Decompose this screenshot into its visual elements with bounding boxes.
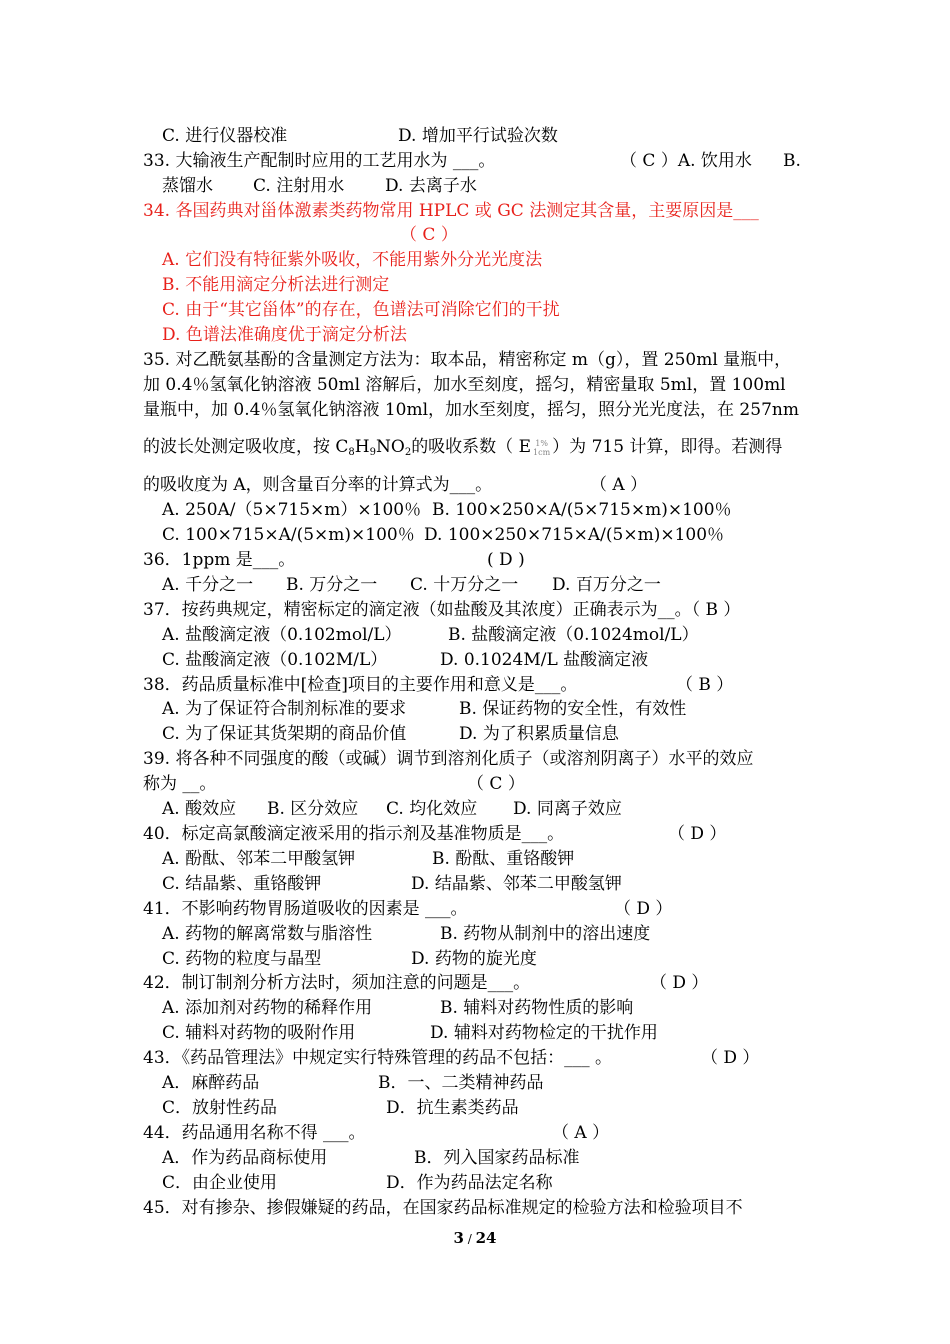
line-segment: 40．标定高氯酸滴定液采用的指示剂及基准物质是___。: [143, 824, 565, 844]
line-segment: A. 盐酸滴定液（0.102mol/L）: [162, 625, 402, 645]
line-segment: B. 盐酸滴定液（0.1024mol/L）: [448, 625, 699, 645]
line-segment: 加 0.4％氢氧化钠溶液 50ml 溶解后，加水至刻度，摇匀，精密量取 5ml，置 100ml: [143, 375, 786, 395]
line-segment: D．作为药品法定名称: [386, 1173, 553, 1193]
line-segment: C．放射性药品: [162, 1098, 278, 1118]
line-segment: 量瓶中，加 0.4％氢氧化钠溶液 10ml，加水至刻度，摇匀，照分光光度法，在 257nm: [143, 400, 799, 420]
formula-sub-o: 2: [404, 447, 412, 458]
formula-suffix: ）为 715 计算，即得。若测得: [552, 437, 783, 457]
formula-no: NO: [376, 437, 405, 457]
line-segment: B. 保证药物的安全性，有效性: [459, 699, 687, 719]
line-segment: 41．不影响药物胃肠道吸收的因素是 ___。: [143, 899, 468, 919]
line-segment: A. 250A/（5×715×m）×100％: [162, 500, 422, 520]
line-segment: C. 为了保证其货架期的商品价值: [162, 724, 407, 744]
line-segment: （ B ）: [676, 675, 734, 695]
line-segment: （ A ）: [552, 1123, 610, 1143]
line-segment: 蒸馏水: [162, 176, 213, 196]
page-total: 24: [475, 1229, 497, 1247]
line-segment: A. 千分之一: [162, 575, 254, 595]
fraction-top: 1%: [535, 438, 548, 448]
line-segment: A. 酚酞、邻苯二甲酸氢钾: [162, 849, 356, 869]
line-segment: A. 药物的解离常数与脂溶性: [162, 924, 373, 944]
line-segment: D. 100×250×715×A/(5×m)×100％: [424, 525, 725, 545]
line-segment: D. 同离子效应: [513, 799, 622, 819]
line-segment: （ D ）: [701, 1048, 760, 1068]
line-segment: C. 盐酸滴定液（0.102M/L）: [162, 650, 388, 670]
page-current: 3: [453, 1229, 464, 1247]
formula-h: H: [354, 437, 370, 457]
line-segment: D. 色谱法准确度优于滴定分析法: [162, 325, 407, 345]
line-segment: A．麻醉药品: [162, 1073, 260, 1093]
line-segment: B.: [783, 151, 801, 171]
line-segment: C. 进行仪器校准: [162, 126, 288, 146]
line-segment: C. 注射用水: [253, 176, 345, 196]
line-segment: C. 由于“其它甾体”的存在，色谱法可消除它们的干扰: [162, 300, 560, 320]
line-segment: A. 酸效应: [162, 799, 237, 819]
line-segment: 45．对有掺杂、掺假嫌疑的药品，在国家药品标准规定的检验方法和检验项目不: [143, 1198, 743, 1218]
line-segment: D. 0.1024M/L 盐酸滴定液: [440, 650, 649, 670]
line-segment: 43．《药品管理法》中规定实行特殊管理的药品不包括：___ 。: [143, 1048, 613, 1068]
formula-middle: 的吸收系数（ E: [411, 437, 532, 457]
line-segment: A．作为药品商标使用: [162, 1148, 328, 1168]
line-segment: C. 十万分之一: [410, 575, 519, 595]
line-segment: B. 100×250×A/(5×715×m)×100％: [432, 500, 732, 520]
line-segment: C. 均化效应: [386, 799, 478, 819]
line-segment: D. 百万分之一: [552, 575, 661, 595]
line-segment: （ A ）: [590, 475, 648, 495]
absorption-coefficient-fraction: [533, 439, 550, 457]
line-segment: 33. 大输液生产配制时应用的工艺用水为 ___。: [143, 151, 496, 171]
line-segment: 39. 将各种不同强度的酸（或碱）调节到溶剂化质子（或溶剂阴离子）水平的效应: [143, 749, 754, 769]
line-segment: 的吸收度为 A，则含量百分率的计算式为___。: [143, 475, 493, 495]
line-segment: C. 结晶紫、重铬酸钾: [162, 874, 322, 894]
line-segment: 34. 各国药典对甾体激素类药物常用 HPLC 或 GC 法测定其含量，主要原因是___: [143, 201, 759, 221]
line-segment: A. 添加剂对药物的稀释作用: [162, 998, 373, 1018]
line-segment: B. 区分效应: [267, 799, 359, 819]
line-segment: C. 药物的粒度与晶型: [162, 949, 322, 969]
line-segment: D. 结晶紫、邻苯二甲酸氢钾: [411, 874, 622, 894]
line-segment: （ C ）: [467, 774, 525, 794]
line-segment: （ C ）: [400, 225, 458, 245]
line-segment: D. 药物的旋光度: [411, 949, 537, 969]
line-segment: D．抗生素类药品: [386, 1098, 519, 1118]
line-segment: 42．制订制剂分析方法时，须加注意的问题是___。: [143, 973, 531, 993]
line-segment: 38．药品质量标准中[检查]项目的主要作用和意义是___。: [143, 675, 578, 695]
formula-prefix: 的波长处测定吸收度，按 C: [143, 437, 349, 457]
line-segment: B. 辅料对药物性质的影响: [440, 998, 634, 1018]
line-segment: 35. 对乙酰氨基酚的含量测定方法为：取本品，精密称定 m（g），置 250ml 量瓶中，: [143, 350, 792, 370]
line-segment: ( D ): [487, 550, 525, 570]
line-segment: B．列入国家药品标准: [414, 1148, 580, 1168]
line-segment: 44．药品通用名称不得 ___。: [143, 1123, 366, 1143]
line-segment: D. 辅料对药物检定的干扰作用: [430, 1023, 658, 1043]
line-segment: C．由企业使用: [162, 1173, 278, 1193]
line-segment: D. 增加平行试验次数: [398, 126, 558, 146]
line-segment: A. 为了保证符合制剂标准的要求: [162, 699, 407, 719]
line-segment: B．一、二类精神药品: [378, 1073, 544, 1093]
line-segment: （ D ）: [614, 899, 673, 919]
fraction-bottom: 1cm: [533, 447, 551, 457]
line-segment: （ D ）: [650, 973, 709, 993]
line-segment: C. 100×715×A/(5×m)×100％: [162, 525, 415, 545]
line-segment: （ D ）: [668, 824, 727, 844]
page-number: [0, 1229, 950, 1247]
line-segment: 37．按药典规定，精密标定的滴定液（如盐酸及其浓度）正确表示为__。（ B ）: [143, 600, 741, 620]
line-segment: B. 万分之一: [286, 575, 378, 595]
line-segment: D. 为了积累质量信息: [459, 724, 619, 744]
page-separator: /: [463, 1232, 476, 1246]
formula-sub-c: 8: [348, 447, 355, 458]
line-segment: B. 药物从制剂中的溶出速度: [440, 924, 651, 944]
line-segment: 36．1ppm 是___。: [143, 550, 296, 570]
line-segment: （ C ）A. 饮用水: [620, 151, 752, 171]
formula-sub-h: 9: [369, 447, 376, 458]
line-segment: B. 不能用滴定分析法进行测定: [162, 275, 390, 295]
line-segment: D. 去离子水: [385, 176, 477, 196]
line-segment: C. 辅料对药物的吸附作用: [162, 1023, 356, 1043]
line-segment: B. 酚酞、重铬酸钾: [432, 849, 575, 869]
line-segment: 称为 __。: [143, 774, 217, 794]
line-segment: A. 它们没有特征紫外吸收，不能用紫外分光光度法: [162, 250, 543, 270]
